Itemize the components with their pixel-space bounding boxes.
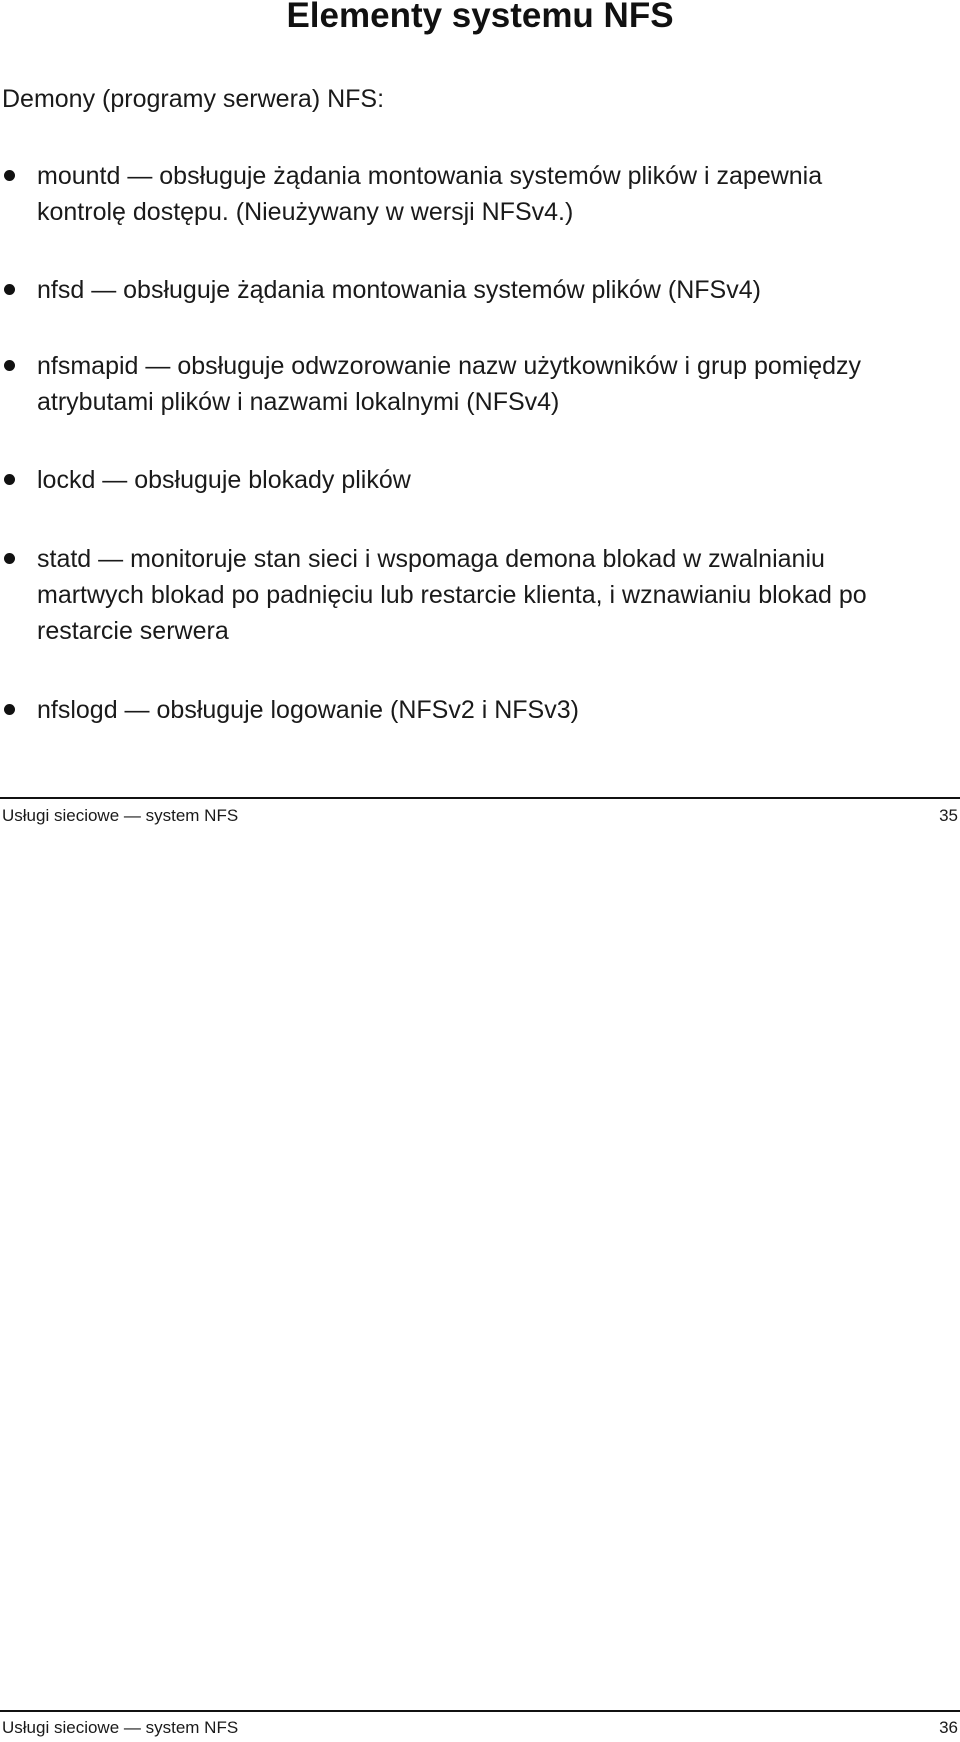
list-item-line: nfslogd — obsługuje logowanie (NFSv2 i NFSv3) bbox=[37, 696, 579, 724]
list-item-line: kontrolę dostępu. (Nieużywany w wersji NFSv4.) bbox=[37, 198, 574, 226]
slide-page-35 bbox=[0, 0, 960, 860]
list-item-line: mountd — obsługuje żądania montowania systemów plików i zapewnia bbox=[37, 162, 823, 190]
footer-rule bbox=[0, 1710, 960, 1712]
bullet-icon bbox=[4, 284, 15, 295]
footer-label: Usługi sieciowe — system NFS bbox=[2, 1718, 239, 1737]
bullet-icon bbox=[4, 170, 15, 181]
bullet-icon bbox=[4, 474, 15, 485]
bullet-icon bbox=[4, 704, 15, 715]
list-item-line: restarcie serwera bbox=[37, 617, 229, 645]
bullet-icon bbox=[4, 553, 15, 564]
list-item-line: lockd — obsługuje blokady plików bbox=[37, 466, 411, 494]
footer-label: Usługi sieciowe — system NFS bbox=[2, 806, 239, 825]
list-item-line: nfsmapid — obsługuje odwzorowanie nazw użytkowników i grup pomiędzy bbox=[37, 352, 862, 380]
list-item-line: nfsd — obsługuje żądania montowania systemów plików (NFSv4) bbox=[37, 276, 761, 304]
slide-page-36 bbox=[0, 860, 960, 1742]
page-number: 35 bbox=[939, 806, 958, 825]
list-item-line: statd — monitoruje stan sieci i wspomaga demona blokad w zwalnianiu bbox=[37, 545, 825, 573]
intro-text: Demony (programy serwera) NFS: bbox=[2, 85, 385, 113]
bullet-icon bbox=[4, 360, 15, 371]
list-item-line: martwych blokad po padnięciu lub restarcie klienta, i wznawianiu blokad po bbox=[37, 581, 867, 609]
page-number: 36 bbox=[939, 1718, 958, 1737]
list-item-line: atrybutami plików i nazwami lokalnymi (NFSv4) bbox=[37, 388, 560, 416]
page-title: Elementy systemu NFS bbox=[286, 0, 674, 35]
footer-rule bbox=[0, 797, 960, 799]
